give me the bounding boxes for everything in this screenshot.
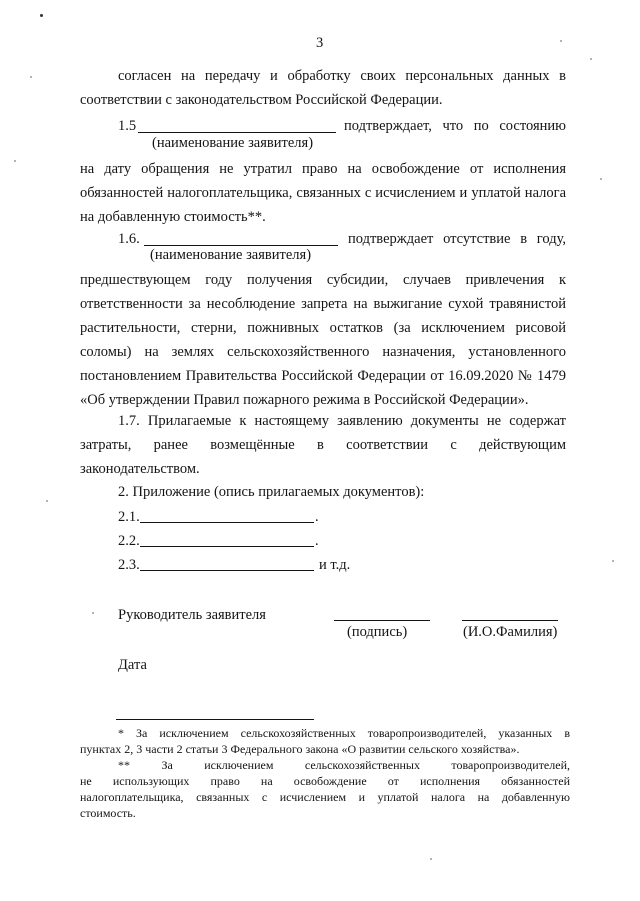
attachment-2-1-number: 2.1.: [118, 509, 140, 525]
scan-speck: [590, 58, 592, 60]
scan-speck: [612, 560, 614, 562]
attachment-2-2-suffix: .: [315, 533, 319, 549]
item-1-5-line-1: на дату обращения не утратил право на освобождение от исполнения: [80, 161, 566, 177]
scan-speck: [430, 858, 432, 860]
section-2-title: 2. Приложение (опись прилагаемых документов):: [118, 484, 425, 500]
item-1-7-line-1: 1.7. Прилагаемые к настоящему заявлению документы не содержат: [118, 413, 566, 429]
item-1-6-caption: (наименование заявителя): [150, 247, 312, 263]
item-1-5-number: 1.5: [118, 118, 137, 134]
item-1-6-after-blank: подтверждает отсутствие в году,: [348, 231, 566, 247]
attachment-2-3-suffix: и т.д.: [319, 557, 351, 573]
item-1-7-line-2: затраты, ранее возмещённые в соответствии с действующим: [80, 437, 566, 453]
footnote-1-line-1: * За исключением сельскохозяйственных товаропроизводителей, указанных в: [118, 726, 570, 740]
footnote-separator: [116, 719, 314, 720]
scan-speck: [560, 40, 562, 42]
name-caption: (И.О.Фамилия): [463, 624, 558, 640]
footnote-2-line-4: стоимость.: [80, 806, 136, 820]
item-1-5-caption: (наименование заявителя): [152, 135, 314, 151]
name-line: [462, 620, 558, 621]
item-1-6-line-1: предшествующем году получения субсидии, случаев привлечения к: [80, 272, 566, 288]
scan-speck: [14, 160, 16, 162]
attachment-2-2-blank: [140, 546, 314, 547]
item-1-6-line-4: соломы) на землях сельскохозяйственного назначения, установленного: [80, 344, 566, 360]
para-1-4-line-1: согласен на передачу и обработку своих персональных данных в: [118, 68, 566, 84]
attachment-2-3-number: 2.3.: [118, 557, 140, 573]
item-1-5-line-2: обязанностей налогоплательщика, связанных с исчислением и уплатой налога: [80, 185, 566, 201]
footnote-2-line-1: ** За исключением сельскохозяйственных товаропроизводителей,: [118, 758, 570, 772]
scan-speck: [600, 178, 602, 180]
date-label: Дата: [118, 657, 147, 673]
item-1-6-line-3: растительности, стерни, пожнивных остатков (за исключением рисовой: [80, 320, 566, 336]
item-1-6-number: 1.6.: [118, 231, 140, 247]
signature-caption: (подпись): [347, 624, 408, 640]
scan-speck: [30, 76, 32, 78]
page-number: 3: [316, 35, 324, 51]
item-1-5-after-blank: подтверждает, что по состоянию: [344, 118, 566, 134]
attachment-2-1-suffix: .: [315, 509, 319, 525]
attachment-2-3-blank: [140, 570, 314, 571]
item-1-5-blank: [138, 132, 336, 133]
signature-line: [334, 620, 430, 621]
scan-speck: [92, 612, 94, 614]
signature-label: Руководитель заявителя: [118, 607, 266, 623]
footnote-1-line-2: пунктах 2, 3 части 2 статьи 3 Федерального закона «О развитии сельского хозяйства».: [80, 742, 520, 756]
footnote-2-line-2: не использующих право на освобождение от исполнения обязанностей: [80, 774, 570, 788]
para-1-4-line-2: соответствии с законодательством Российской Федерации.: [80, 92, 443, 108]
scan-speck: [40, 14, 43, 17]
scan-speck: [46, 500, 48, 502]
item-1-6-line-5: постановлением Правительства Российской Федерации от 16.09.2020 № 1479: [80, 368, 566, 384]
item-1-6-line-2: ответственности за несоблюдение запрета на выжигание сухой травянистой: [80, 296, 566, 312]
footnote-2-line-3: налогоплательщика, связанных с исчислением и уплатой налога на добавленную: [80, 790, 570, 804]
attachment-2-1-blank: [140, 522, 314, 523]
item-1-6-line-6: «Об утверждении Правил пожарного режима в Российской Федерации».: [80, 392, 529, 408]
item-1-5-line-3: на добавленную стоимость**.: [80, 209, 266, 225]
attachment-2-2-number: 2.2.: [118, 533, 140, 549]
item-1-7-line-3: законодательством.: [80, 461, 200, 477]
